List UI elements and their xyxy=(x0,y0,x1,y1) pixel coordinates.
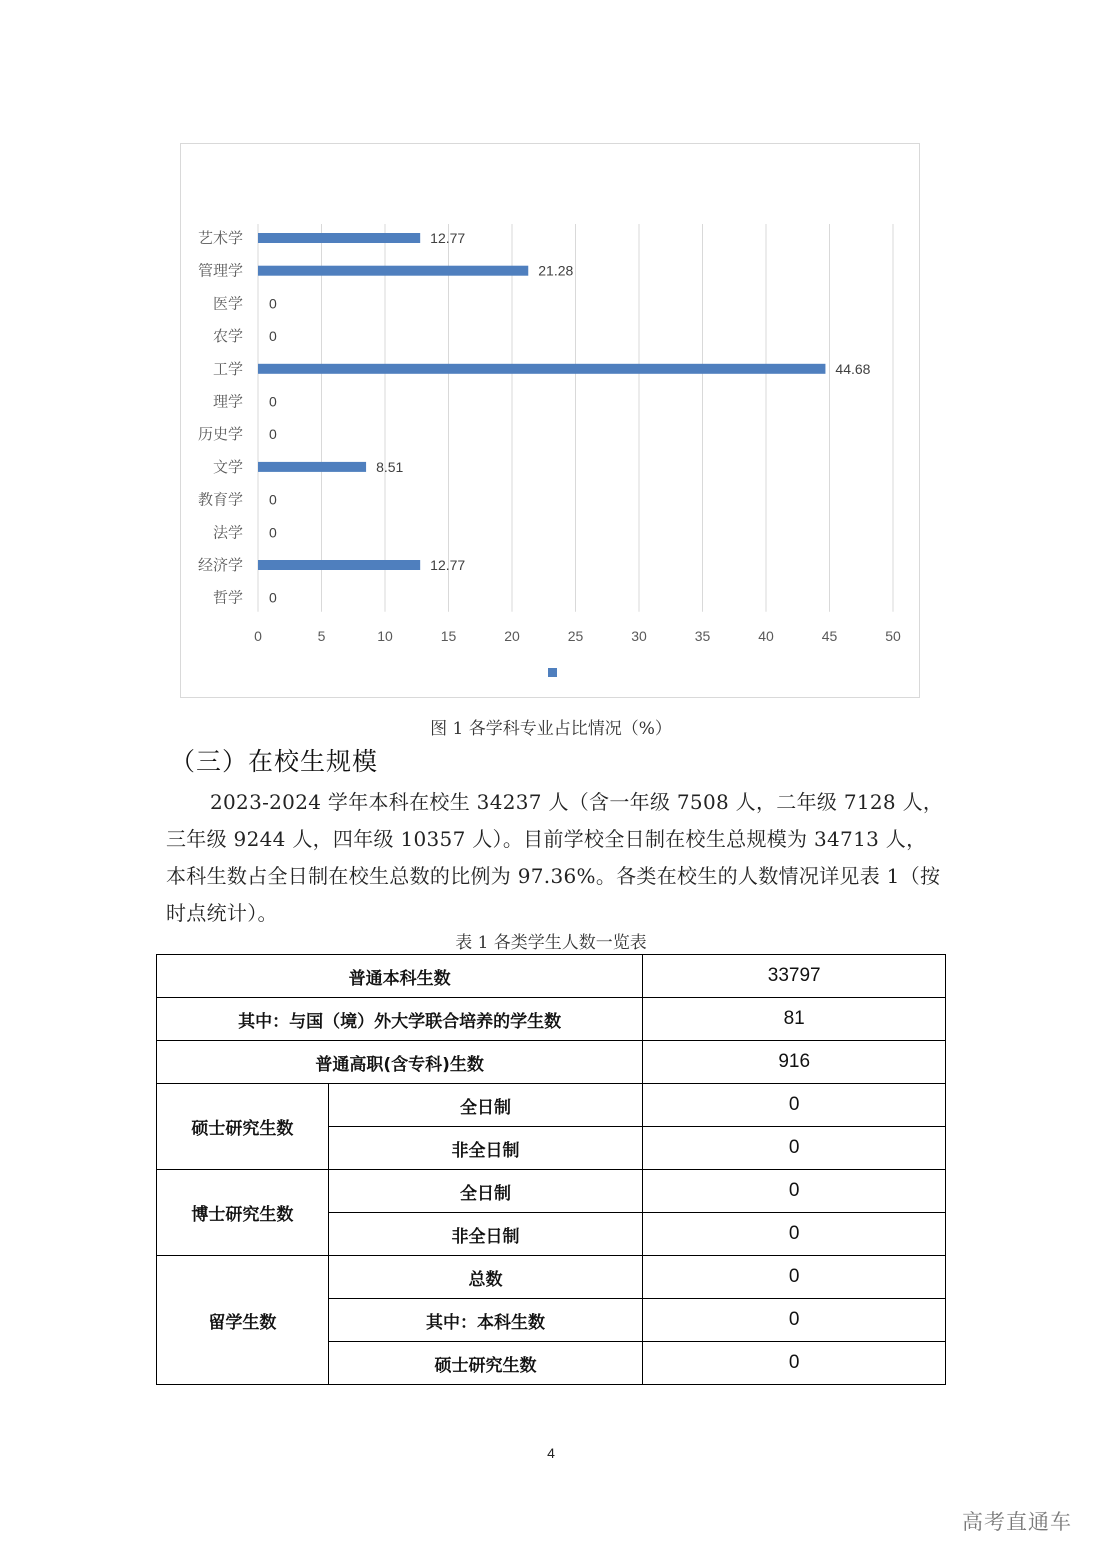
group-label: 博士研究生数 xyxy=(157,1170,329,1256)
figure-caption: 图 1 各学科专业占比情况（%） xyxy=(430,719,672,739)
x-tick-label: 35 xyxy=(694,628,711,644)
table-row xyxy=(157,998,946,1041)
legend-marker xyxy=(548,668,557,677)
row-value: 0 xyxy=(643,1213,946,1256)
x-tick-label: 50 xyxy=(885,628,901,644)
y-category-label: 法学 xyxy=(212,524,243,542)
row-label: 普通高职(含专科)生数 xyxy=(157,1041,643,1084)
row-value: 0 xyxy=(643,1299,946,1342)
data-label: 12.77 xyxy=(430,557,466,573)
y-category-label: 文学 xyxy=(212,458,243,476)
row-value: 33797 xyxy=(643,955,946,998)
student-count-table xyxy=(156,954,946,1385)
x-tick-label: 10 xyxy=(377,628,393,644)
y-category-label: 农学 xyxy=(212,328,243,346)
data-label: 0 xyxy=(269,393,277,410)
body-paragraph: 2023-2024 学年本科在校生 34237 人（含一年级 7508 人，二年级 7128 人，三年级 9244 人，四年级 10357 人）。目前学校全日制在校生总规模为 34713 人，本科生数占全日制在校生总数的比例为 97.36%。各类在校生的人数情况详见表 1（按时点统计）。 xyxy=(166,790,944,925)
x-tick-label: 25 xyxy=(567,628,584,644)
y-category-label: 教育学 xyxy=(197,491,243,509)
section-title: （三）在校生规模 xyxy=(170,747,379,776)
row-value: 0 xyxy=(643,1084,946,1127)
sub-label: 总数 xyxy=(328,1256,643,1299)
x-tick-label: 45 xyxy=(821,628,838,644)
data-label: 0 xyxy=(269,295,277,312)
y-category-label: 工学 xyxy=(212,360,243,378)
row-label: 其中：与国（境）外大学联合培养的学生数 xyxy=(157,998,643,1041)
bar xyxy=(258,560,420,570)
sub-label: 全日制 xyxy=(328,1170,643,1213)
bar-chart xyxy=(181,144,921,699)
bar xyxy=(258,364,825,374)
data-label: 21.28 xyxy=(538,262,574,279)
x-tick-label: 40 xyxy=(758,628,774,644)
row-value: 0 xyxy=(643,1256,946,1299)
row-value: 81 xyxy=(643,998,946,1041)
table-row xyxy=(157,1256,946,1299)
y-category-label: 理学 xyxy=(212,393,243,411)
chart-frame xyxy=(180,143,920,698)
data-label: 0 xyxy=(269,328,277,345)
group-label: 留学生数 xyxy=(157,1256,329,1385)
sub-label: 非全日制 xyxy=(328,1213,643,1256)
sub-label: 其中：本科生数 xyxy=(328,1299,643,1342)
bar xyxy=(258,266,528,276)
row-value: 916 xyxy=(643,1041,946,1084)
table-row xyxy=(157,955,946,998)
y-category-label: 管理学 xyxy=(197,262,243,280)
x-tick-label: 20 xyxy=(504,628,520,644)
data-label: 12.77 xyxy=(430,230,466,246)
y-category-label: 历史学 xyxy=(197,426,243,444)
table-row xyxy=(157,1041,946,1084)
data-label: 8.51 xyxy=(376,458,404,475)
row-value: 0 xyxy=(643,1342,946,1385)
data-label: 44.68 xyxy=(835,360,871,377)
y-category-label: 艺术学 xyxy=(197,230,243,247)
bar xyxy=(258,462,366,472)
row-value: 0 xyxy=(643,1170,946,1213)
data-label: 0 xyxy=(269,524,277,541)
watermark: 高考直通车 xyxy=(962,1510,1072,1534)
bar xyxy=(258,233,420,243)
x-tick-label: 0 xyxy=(254,628,262,644)
sub-label: 非全日制 xyxy=(328,1127,643,1170)
page-number: 4 xyxy=(547,1445,555,1461)
x-tick-label: 30 xyxy=(631,628,647,644)
y-category-label: 经济学 xyxy=(197,557,243,574)
sub-label: 全日制 xyxy=(328,1084,643,1127)
x-tick-label: 5 xyxy=(317,628,326,644)
data-label: 0 xyxy=(269,426,277,443)
data-label: 0 xyxy=(269,589,277,606)
row-label: 普通本科生数 xyxy=(157,955,643,998)
group-label: 硕士研究生数 xyxy=(157,1084,329,1170)
table-row xyxy=(157,1170,946,1213)
y-category-label: 医学 xyxy=(212,295,243,313)
y-category-label: 哲学 xyxy=(212,589,243,607)
row-value: 0 xyxy=(643,1127,946,1170)
sub-label: 硕士研究生数 xyxy=(328,1342,643,1385)
table-caption: 表 1 各类学生人数一览表 xyxy=(455,933,647,953)
table-row xyxy=(157,1084,946,1127)
x-tick-label: 15 xyxy=(440,628,457,644)
data-label: 0 xyxy=(269,491,277,508)
